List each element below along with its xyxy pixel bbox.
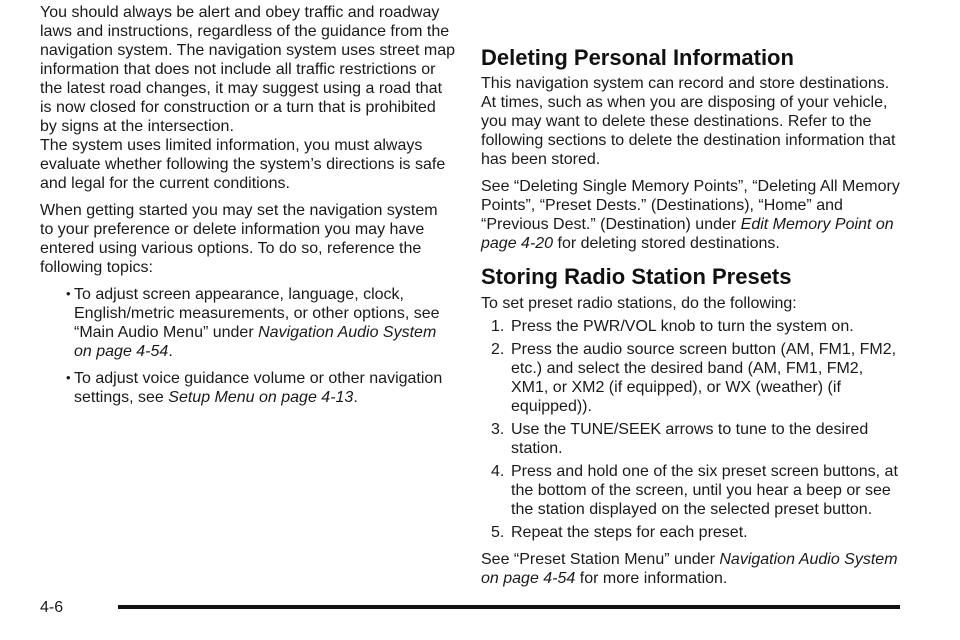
bullet-icon: •: [66, 370, 71, 385]
bullet-text: To adjust screen appearance, language, clock, English/metric measurements, or other options, see “Main Audio Menu” under: [74, 286, 440, 341]
list-item: 2. Press the audio source screen button (AM, FM1, FM2, etc.) and select the desired band (AM, FM1, FM2, XM1, or XM2 (if equipped), or WX (weather) (if equipped)).: [491, 341, 897, 415]
list-item: 3. Use the TUNE/SEEK arrows to tune to the desired station.: [491, 421, 869, 457]
list-item: • To adjust voice guidance volume or other navigation settings, see Setup Menu on page 4-13.: [66, 370, 443, 406]
steps-list: [481, 317, 901, 542]
cross-reference-link[interactable]: Navigation Audio System on page 4-54: [74, 324, 437, 360]
preset-reference-paragraph: See “Preset Station Menu” under Navigation Audio System on page 4-54 for more information.: [481, 551, 898, 587]
cross-reference-link[interactable]: Edit Memory Point on page 4-20: [481, 216, 894, 252]
bullet-text: To adjust voice guidance volume or other navigation settings, see: [74, 370, 443, 406]
warning-paragraph: You should always be alert and obey traffic and roadway laws and instructions, regardless of the guidance from the navigation system. The navigation system uses street map information that does not include all traffic restrictions or the latest road changes, it may suggest using a road that is now closed for construction or a turn that is prohibited by signs at the intersection.: [40, 4, 456, 135]
limited-info-paragraph: The system uses limited information, you must always evaluate whether following the system’s directions is safe and legal for the current conditions.: [40, 137, 446, 192]
section-heading-presets: Storing Radio Station Presets: [481, 264, 792, 289]
footer-rule: [118, 605, 900, 609]
list-item: 5. Repeat the steps for each preset.: [491, 524, 748, 541]
list-item: 1. Press the PWR/VOL knob to turn the system on.: [491, 318, 854, 335]
list-item: • To adjust screen appearance, language, clock, English/metric measurements, or other options, see “Main Audio Menu” under Navigation Audio System on page 4-54.: [66, 286, 440, 360]
bullet-icon: •: [66, 286, 71, 301]
right-column: [481, 0, 901, 588]
presets-intro-paragraph: To set preset radio stations, do the following:: [481, 295, 797, 312]
left-column: [40, 0, 455, 415]
delete-reference-paragraph: See “Deleting Single Memory Points”, “Deleting All Memory Points”, “Preset Dests.” (Destinations), “Home” and “Previous Dest.” (Destination) under Edit Memory Point on page 4-20 for deleting stored destinations.: [481, 178, 900, 252]
page-footer: [40, 599, 900, 617]
page-number: 4-6: [40, 599, 64, 616]
getting-started-paragraph: When getting started you may set the navigation system to your preference or delete information you may have entered using various options. To do so, reference the following topics:: [40, 202, 438, 276]
section-heading-deleting: Deleting Personal Information: [481, 45, 794, 70]
cross-reference-link[interactable]: Navigation Audio System on page 4-54: [481, 551, 898, 587]
cross-reference-link[interactable]: Setup Menu on page 4-13: [168, 389, 354, 406]
delete-intro-paragraph: This navigation system can record and store destinations. At times, such as when you are disposing of your vehicle, you may want to delete these destinations. Refer to the following sections to delete the destination information that has been stored.: [481, 75, 896, 168]
list-item: 4. Press and hold one of the six preset screen buttons, at the bottom of the screen, until you hear a beep or see the station displayed on the selected preset button.: [491, 463, 898, 518]
